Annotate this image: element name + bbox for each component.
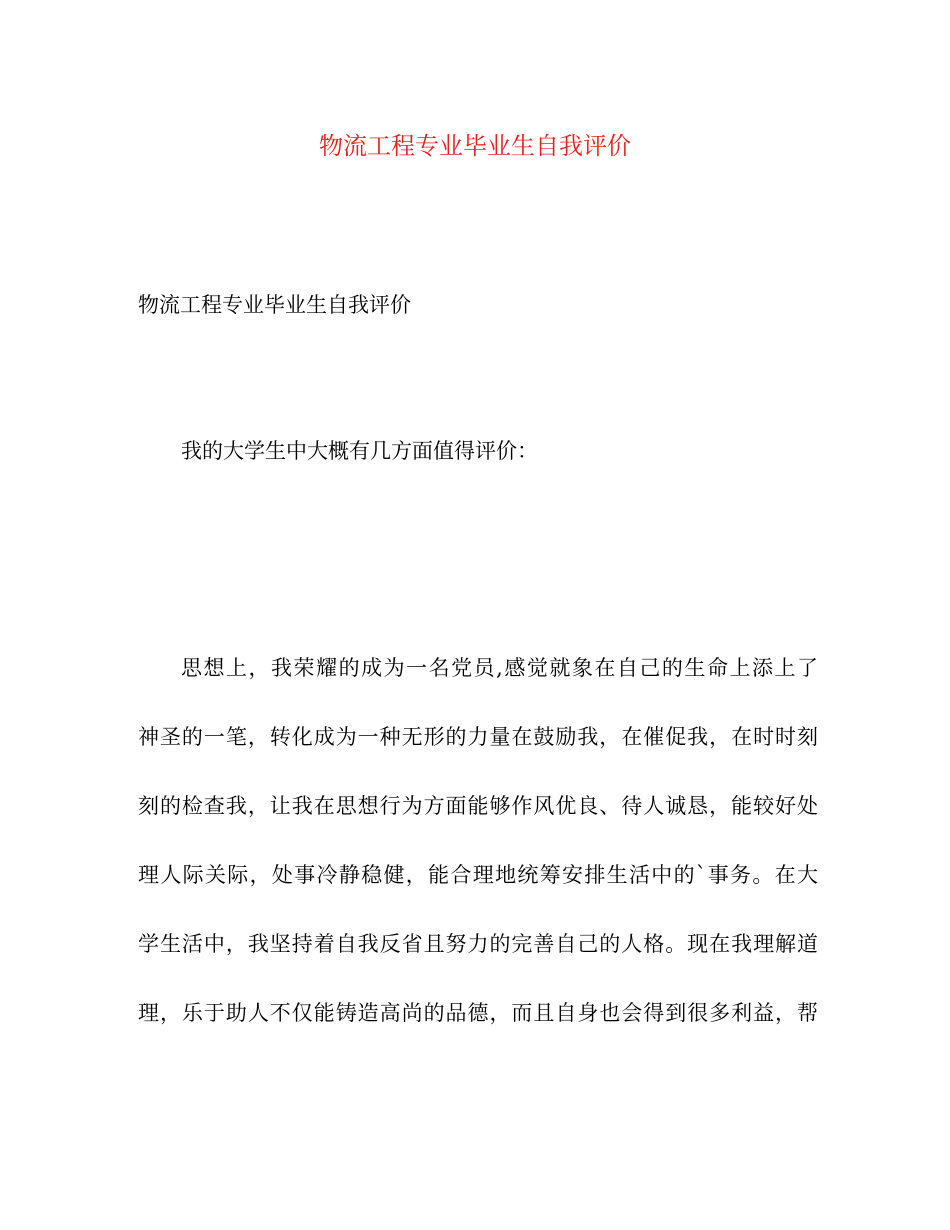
paragraph-line: 思想上，我荣耀的成为一名党员,感觉就象在自己的生命上添上了	[181, 656, 818, 680]
paragraph-line: 理人际关际，处事冷静稳健，能合理地统筹安排生活中的`事务。在大	[138, 863, 818, 887]
paragraph-line: 理，乐于助人不仅能铸造高尚的品德，而且自身也会得到很多利益，帮	[138, 1001, 818, 1025]
paragraph-line: 学生活中，我坚持着自我反省且努力的完善自己的人格。现在我理解道	[138, 932, 818, 956]
document-subtitle: 物流工程专业毕业生自我评价	[138, 293, 411, 317]
paragraph-line: 刻的检查我，让我在思想行为方面能够作风优良、待人诚恳，能较好处	[138, 794, 818, 818]
paragraph-line: 神圣的一笔，转化成为一种无形的力量在鼓励我，在催促我，在时时刻	[138, 725, 818, 749]
document-title: 物流工程专业毕业生自我评价	[319, 132, 631, 160]
intro-paragraph: 我的大学生中大概有几方面值得评价：	[181, 439, 538, 463]
